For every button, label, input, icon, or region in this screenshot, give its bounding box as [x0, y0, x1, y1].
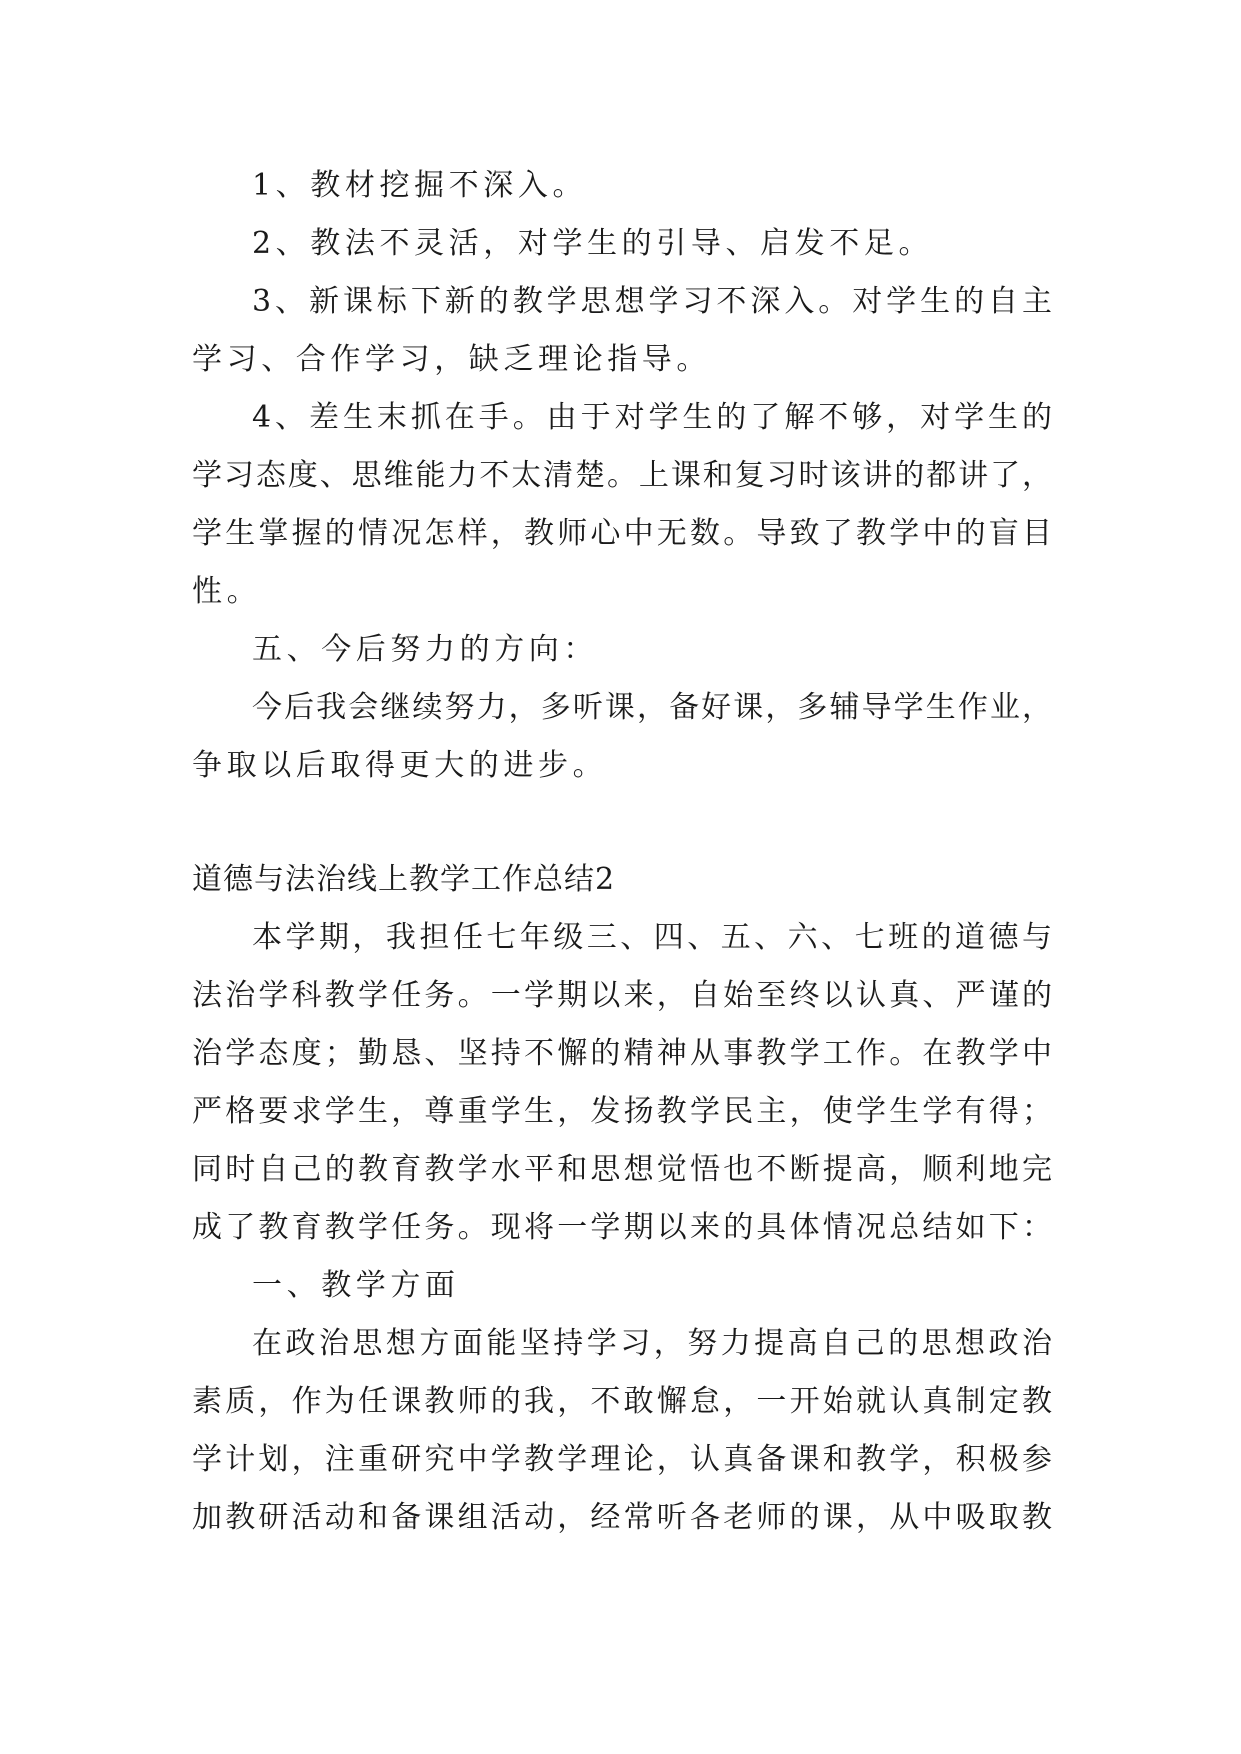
list-item-2: 2、教法不灵活，对学生的引导、启发不足。 — [252, 226, 934, 261]
paragraph-teaching-line-4: 加教研活动和备课组活动，经常听各老师的课，从中吸取教 — [192, 1500, 1052, 1535]
paragraph-intro-line-1: 本学期，我担任七年级三、四、五、六、七班的道德与 — [252, 920, 1052, 955]
list-item-3-line-1: 3、新课标下新的教学思想学习不深入。对学生的自主 — [252, 284, 1052, 319]
list-item-4-line-3: 学生掌握的情况怎样，教师心中无数。导致了教学中的盲目 — [192, 516, 1052, 551]
paragraph-teaching-line-3: 学计划，注重研究中学教学理论，认真备课和教学，积极参 — [192, 1442, 1052, 1477]
paragraph-intro-line-2: 法治学科教学任务。一学期以来，自始至终以认真、严谨的 — [192, 978, 1052, 1013]
paragraph-intro-line-5: 同时自己的教育教学水平和思想觉悟也不断提高，顺利地完 — [192, 1152, 1052, 1187]
section-heading-teaching: 一、教学方面 — [252, 1268, 460, 1303]
paragraph-teaching-line-2: 素质，作为任课教师的我，不敢懈怠，一开始就认真制定教 — [192, 1384, 1052, 1419]
paragraph-future-line-1: 今后我会继续努力，多听课，备好课，多辅导学生作业， — [252, 690, 1052, 725]
list-item-1: 1、教材挖掘不深入。 — [252, 168, 588, 203]
paragraph-intro-line-4: 严格要求学生，尊重学生，发扬教学民主，使学生学有得； — [192, 1094, 1052, 1129]
paragraph-intro-line-6: 成了教育教学任务。现将一学期以来的具体情况总结如下： — [192, 1210, 1052, 1245]
paragraph-intro-line-3: 治学态度；勤恳、坚持不懈的精神从事教学工作。在教学中 — [192, 1036, 1052, 1071]
document-title-2: 道德与法治线上教学工作总结2 — [192, 862, 616, 897]
paragraph-future-line-2: 争取以后取得更大的进步。 — [192, 748, 608, 783]
list-item-4-line-2: 学习态度、思维能力不太清楚。上课和复习时该讲的都讲了， — [192, 458, 1052, 493]
paragraph-teaching-line-1: 在政治思想方面能坚持学习，努力提高自己的思想政治 — [252, 1326, 1052, 1361]
list-item-4-line-4: 性。 — [192, 574, 262, 609]
section-heading-future: 五、今后努力的方向： — [252, 632, 598, 667]
list-item-3-line-2: 学习、合作学习，缺乏理论指导。 — [192, 342, 711, 377]
list-item-4-line-1: 4、差生末抓在手。由于对学生的了解不够，对学生的 — [252, 400, 1052, 435]
